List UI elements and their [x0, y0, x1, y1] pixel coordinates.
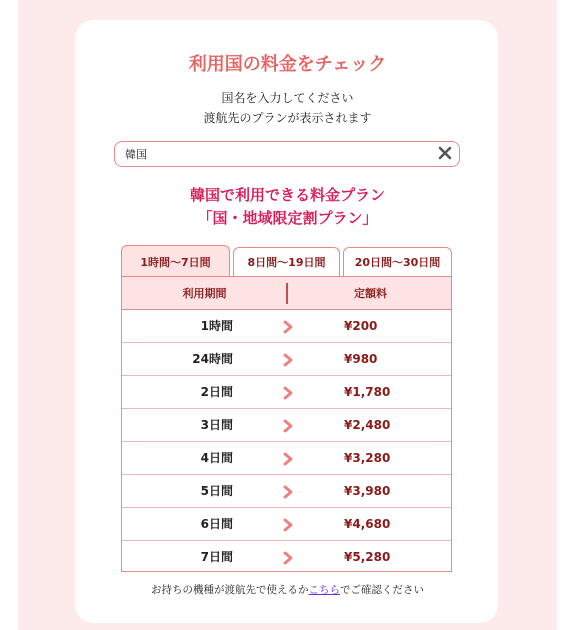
price-cell: ¥1,780: [344, 385, 391, 399]
period-cell: 5日間: [200, 484, 233, 498]
chevron-right-icon: [282, 419, 294, 433]
plan-name: 「国・地域限定割プラン」: [197, 209, 378, 227]
header-period: 利用期間: [182, 287, 227, 300]
price-cell: ¥980: [344, 352, 378, 366]
period-cell: 3日間: [200, 418, 233, 432]
table-row: [122, 310, 451, 343]
tab-1hour-7days[interactable]: 1時間〜7日間: [121, 245, 230, 276]
tab-8days-19days[interactable]: 8日間〜19日間: [233, 247, 340, 276]
price-cell: ¥200: [344, 319, 378, 333]
instruction-line-1: 国名を入力してください: [221, 91, 354, 105]
plan-title: 韓国で利用できる料金プラン: [189, 186, 385, 204]
chevron-right-icon: [282, 551, 294, 565]
table-row: [122, 475, 451, 508]
chevron-right-icon: [282, 485, 294, 499]
price-table: [121, 276, 452, 572]
price-cell: ¥5,280: [344, 550, 391, 564]
chevron-right-icon: [282, 353, 294, 367]
period-cell: 2日間: [200, 385, 233, 399]
footer-text-before: お持ちの機種が渡航先で使えるか: [151, 584, 309, 596]
table-row: [122, 508, 451, 541]
table-row: [122, 541, 451, 574]
period-cell: 6日間: [200, 517, 233, 531]
tab-20days-30days[interactable]: 20日間〜30日間: [343, 247, 452, 276]
instruction-line-2: 渡航先のプランが表示されます: [203, 111, 372, 125]
header-price: 定額料: [354, 287, 387, 300]
price-cell: ¥3,980: [344, 484, 391, 498]
table-row: [122, 376, 451, 409]
period-cell: 7日間: [200, 550, 233, 564]
country-search-box: [114, 141, 460, 167]
period-cell: 1時間: [200, 319, 233, 333]
device-check-link[interactable]: こちら: [308, 584, 340, 596]
page-title: 利用国の料金をチェック: [188, 54, 387, 75]
chevron-right-icon: [282, 320, 294, 334]
chevron-right-icon: [282, 386, 294, 400]
chevron-right-icon: [282, 452, 294, 466]
table-row: [122, 343, 451, 376]
close-icon[interactable]: [437, 145, 453, 161]
table-header: [122, 277, 451, 310]
country-search-input[interactable]: [125, 145, 425, 163]
table-row: [122, 442, 451, 475]
price-cell: ¥4,680: [344, 517, 391, 531]
chevron-right-icon: [282, 518, 294, 532]
table-row: [122, 409, 451, 442]
duration-tabs: [121, 245, 452, 276]
footer-note: [0, 582, 575, 597]
price-cell: ¥2,480: [344, 418, 391, 432]
period-cell: 24時間: [192, 352, 233, 366]
period-cell: 4日間: [200, 451, 233, 465]
footer-text-after: でご確認ください: [339, 584, 424, 596]
price-cell: ¥3,280: [344, 451, 391, 465]
